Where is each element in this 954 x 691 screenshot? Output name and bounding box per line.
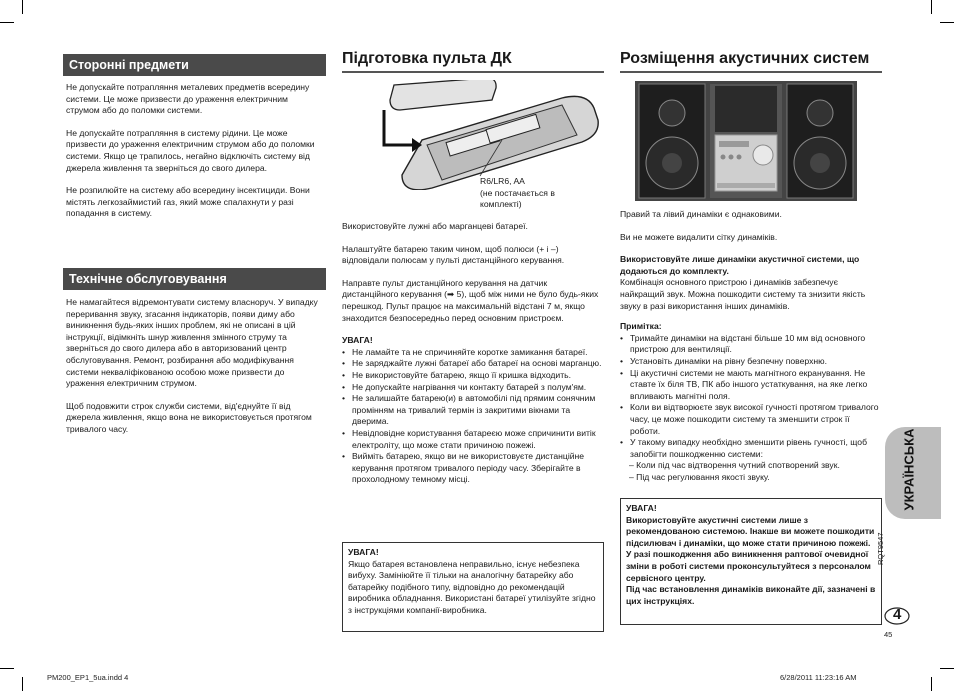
caution-item: • Не допускайте нагрівання чи контакту батарей з полум'ям. <box>342 382 604 394</box>
crop-mark <box>22 677 23 691</box>
paragraph: Не допускайте потрапляння металевих предметів всередину системи. Це може призвести до ураження електричним струмом або до поломки системи. <box>66 82 310 116</box>
note-item: • У такому випадку необхідно зменшити рівень гучності, щоб запобігти пошкодженню системи: <box>620 437 882 460</box>
language-tab <box>885 427 941 519</box>
note-item: • Установіть динаміки на рівну безпечну поверхню. <box>620 356 882 368</box>
section-header-foreign-objects: Сторонні предмети <box>63 54 326 76</box>
note-dash-item: – Коли під час відтворення чутний спотворений звук. <box>629 460 840 471</box>
warning-item: Під час встановлення динаміків виконайте дії, зазначені в цих інструкціях. <box>626 584 876 606</box>
warning-text: Якщо батарея встановлена неправильно, існує небезпека вибуху. Замініюйте її тільки на аналогічну батарейку або батарейку подібного типу, відповідно до рекомендацій виробника обладнання. Використані батареї утилізуйте згідно з інструкціями компанії-виробника. <box>348 558 596 615</box>
paragraph: Не намагайтеся відремонтувати систему власноруч. У випадку переривання звуку, згасання індикаторів, появи диму або виникнення будь-яких інших проблем, які не описані в цій інструкції, відімкніть шнур живлення змінного струму та зверніться до свого дилера або в авторизований центр обслуговування. Ремонт, розбирання або модифікування системи некваліфікованою особою може призвести до ураження електричним струмом. <box>66 297 318 389</box>
paragraph <box>620 254 882 312</box>
footer-timestamp: 6/28/2011 11:23:16 AM <box>780 673 857 682</box>
bold-lead: Використовуйте лише динаміки акустичної системи, що додаються до комплекту. <box>620 254 860 276</box>
caution-list <box>342 347 604 486</box>
speaker-system-illustration <box>635 81 857 201</box>
caution-item: • Не ламайте та не спричиняйте коротке замикання батареї. <box>342 347 604 359</box>
speaker-placement-title: Розміщення акустичних систем <box>620 50 870 67</box>
note-item: • Тримайте динаміки на відстані більше 10 мм від основного пристрою для вентиляції. <box>620 333 882 356</box>
crop-mark <box>940 22 954 23</box>
remote-text <box>342 221 604 486</box>
page-number-small: 45 <box>884 630 893 639</box>
paragraph: Щоб подовжити строк служби системи, від'єднуйте її від джерела живлення, якщо вона не використовується протягом тривалого часу. <box>66 400 312 434</box>
paragraph: Не допускайте потрапляння в систему рідини. Це може призвести до ураження електричним струмом або до поломки системи. Якщо це трапилось, негайно відключіть систему від джерела живлення та зверніться до свого дилера. <box>66 127 315 173</box>
caution-item: • Не використовуйте батарею, якщо її кришка відходить. <box>342 370 604 382</box>
section-header-maintenance: Технічне обслуговування <box>63 268 326 290</box>
note-item: • Коли ви відтворюєте звук високої гучності протягом тривалого часу, це може пошкодити систему та зменшити строк її роботи. <box>620 402 882 437</box>
title-rule <box>342 71 604 73</box>
remote-prep-title: Підготовка пульта ДК <box>342 50 512 67</box>
footer-file: PM200_EP1_5ua.indd 4 <box>47 673 129 682</box>
warning-box <box>342 542 604 632</box>
maintenance-text <box>66 297 324 447</box>
crop-mark <box>940 668 954 669</box>
warning-title: УВАГА! <box>348 547 379 557</box>
note-title: Примітка: <box>620 321 662 332</box>
paragraph: Не розпилюйте на систему або всередину інсектициди. Вони містять легкозаймистий газ, який може спалахнути у разі попадання в систему. <box>66 185 310 219</box>
caution-item: • Не залишайте батарею(и) в автомобілі під прямим сонячним промінням на тривалий термін із закритими вікнами та дверима. <box>342 393 604 428</box>
note-list <box>620 333 882 461</box>
page-number-badge <box>884 606 910 626</box>
caution-item: • Не заряджайте лужні батареї або батареї на основі марганцю. <box>342 358 604 370</box>
crop-mark <box>22 0 23 14</box>
doc-code <box>876 532 885 565</box>
doc-code-text: RQT9547 <box>876 532 885 565</box>
paragraph-rest: Комбінація основного пристрою і динаміків забезпечує найкращий звук. Можна пошкодити систему та знизити якість звуку в разі використання інших динаміків. <box>620 277 866 311</box>
paragraph: Направте пульт дистанційного керування на датчик дистанційного керування (➡ 5), щоб між ними не було будь-яких перешкод. Пульт працює на максимальній відстані 7 м, якщо знаходится безпосередньо перед основним пристроєм. <box>342 277 599 323</box>
crop-mark <box>0 22 14 23</box>
paragraph: Використовуйте лужні або марганцеві батареї. <box>342 221 528 231</box>
speaker-text <box>620 209 882 483</box>
crop-mark <box>931 0 932 14</box>
caution-item: • Вийміть батарею, якщо ви не використовуєте дистанційне керування протягом тривалого періоду часу. Зберігайте в прохолодному темному місці. <box>342 451 604 486</box>
warning-title: УВАГА! <box>626 503 657 513</box>
note-item: • Ці акустичні системи не мають магнітного екранування. Не ставте їх біля ТВ, ПК або іншого устаткування, на яке легко впливають магнітні поля. <box>620 368 882 403</box>
crop-mark <box>931 677 932 691</box>
paragraph: Налаштуйте батарею таким чином, щоб полюси (+ і –) відповідали полюсам у пульті дистанційного керування. <box>342 243 565 266</box>
caution-item: • Невідповідне користування батареєю може спричинити витік електроліту, що може стати причиною пожежі. <box>342 428 604 451</box>
remote-battery-illustration <box>372 80 602 190</box>
warning-list <box>626 515 876 608</box>
foreign-objects-text <box>66 82 324 231</box>
paragraph: Ви не можете видалити сітку динаміків. <box>620 231 778 242</box>
note-dash-item: – Під час регулювання якості звуку. <box>629 471 770 482</box>
warning-item: Використовуйте акустичні системи лише з рекомендованою системою. Інакше ви можете пошкодити підсилювач і динаміки, що може стати причиною пожежі. У разі пошкодження або виникнення раптової очевидної зміни в роботі системи проконсультуйтеся з персоналом сервісного центру. <box>626 514 875 583</box>
crop-mark <box>0 668 14 669</box>
paragraph: Правий та лівий динаміки є однаковими. <box>620 209 782 219</box>
caution-title: УВАГА! <box>342 335 373 346</box>
page-number-big: 4 <box>893 606 902 623</box>
speaker-warning-box <box>620 498 882 625</box>
language-tab-label: УКРАЇНСЬКА <box>901 428 917 511</box>
battery-type-label: R6/LR6, AA (не постачається в комплекті) <box>480 176 555 210</box>
title-rule <box>620 71 882 73</box>
